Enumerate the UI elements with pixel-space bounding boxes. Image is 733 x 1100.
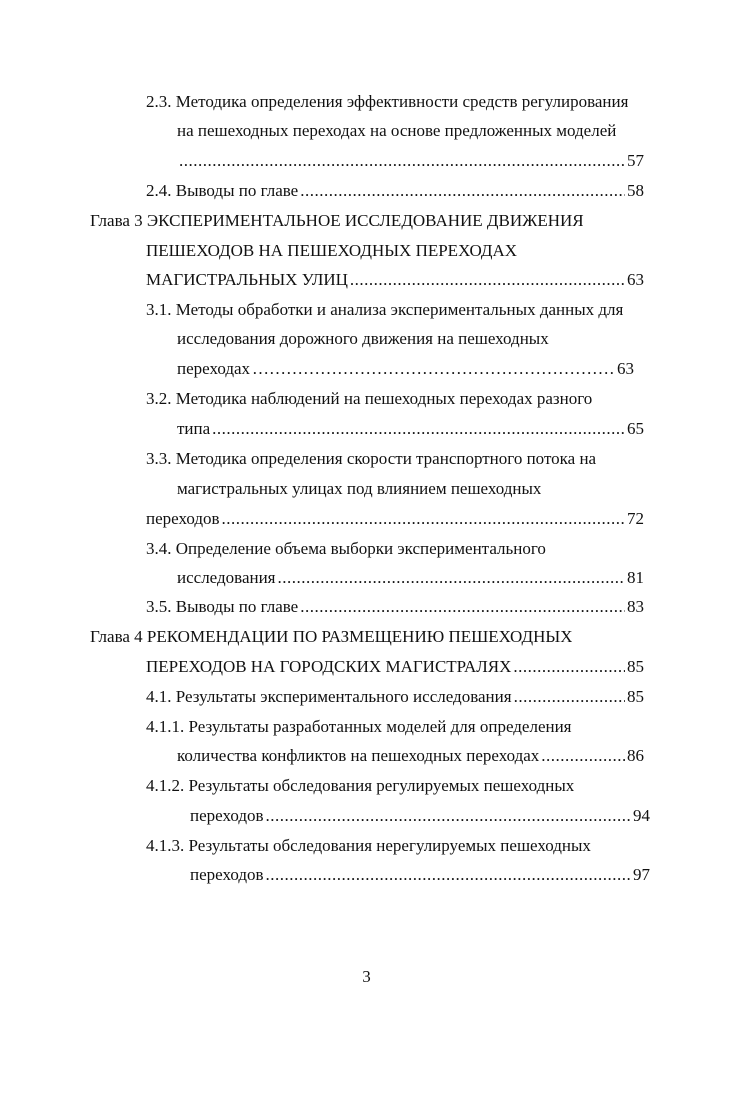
dot-leader bbox=[252, 358, 615, 380]
toc-page-number: 83 bbox=[627, 597, 644, 616]
toc-page-number: 97 bbox=[633, 865, 650, 884]
toc-page-number: 63 bbox=[617, 359, 634, 378]
toc-entry-title: переходах bbox=[177, 359, 251, 378]
toc-entry-title: МАГИСТРАЛЬНЫХ УЛИЦ bbox=[146, 270, 348, 289]
toc-entry-title: 3.5. Выводы по главе bbox=[146, 597, 299, 616]
toc-entry-title: 2.4. Выводы по главе bbox=[146, 181, 299, 200]
toc-entry-4-1-3-line2[interactable] bbox=[190, 864, 650, 886]
toc-entry-title: типа bbox=[177, 419, 211, 438]
toc-entry-3-3-line2: магистральных улицах под влиянием пешеходных bbox=[177, 479, 542, 498]
toc-entry-3-4-line1: 3.4. Определение объема выборки экспериментального bbox=[146, 539, 546, 558]
dot-leader bbox=[513, 656, 625, 678]
dot-leader bbox=[541, 745, 625, 767]
toc-entry-3-1-line3[interactable] bbox=[177, 358, 634, 380]
toc-entry-title: 4.1. Результаты экспериментального исследования bbox=[146, 687, 512, 706]
toc-entry-title: ПЕРЕХОДОВ НА ГОРОДСКИХ МАГИСТРАЛЯХ bbox=[146, 657, 512, 676]
toc-chapter-3-line2: ПЕШЕХОДОВ НА ПЕШЕХОДНЫХ ПЕРЕХОДАХ bbox=[146, 241, 518, 260]
toc-entry-4-1-3-line1: 4.1.3. Результаты обследования нерегулируемых пешеходных bbox=[146, 836, 591, 855]
toc-page-number: 72 bbox=[627, 509, 644, 528]
toc-chapter-4-line1: Глава 4 РЕКОМЕНДАЦИИ ПО РАЗМЕЩЕНИЮ ПЕШЕХОДНЫХ bbox=[90, 627, 573, 646]
toc-chapter-3-line1: Глава 3 ЭКСПЕРИМЕНТАЛЬНОЕ ИССЛЕДОВАНИЕ ДВИЖЕНИЯ bbox=[90, 211, 584, 230]
toc-entry-4-1[interactable] bbox=[146, 686, 644, 708]
dot-leader bbox=[350, 269, 625, 291]
toc-entry-2-3-line2: на пешеходных переходах на основе предложенных моделей bbox=[177, 121, 617, 140]
toc-entry-3-2-line2[interactable] bbox=[177, 418, 644, 440]
dot-leader bbox=[300, 596, 625, 618]
toc-entry-3-3-line1: 3.3. Методика определения скорости транспортного потока на bbox=[146, 449, 597, 468]
dot-leader bbox=[266, 805, 631, 827]
toc-entry-title: исследования bbox=[177, 568, 276, 587]
toc-entry-4-1-2-line2[interactable] bbox=[190, 805, 650, 827]
dot-leader bbox=[179, 150, 625, 172]
dot-leader bbox=[514, 686, 625, 708]
toc-page-number: 85 bbox=[627, 687, 644, 706]
toc-entry-3-4-line2[interactable] bbox=[177, 567, 644, 589]
toc-entry-title: количества конфликтов на пешеходных переходах bbox=[177, 746, 540, 765]
toc-entry-3-2-line1: 3.2. Методика наблюдений на пешеходных переходах разного bbox=[146, 389, 593, 408]
toc-page-number: 94 bbox=[633, 806, 650, 825]
toc-entry-2-4[interactable] bbox=[146, 180, 644, 202]
toc-page-number: 85 bbox=[627, 657, 644, 676]
toc-page-number: 58 bbox=[627, 181, 644, 200]
toc-page-number: 63 bbox=[627, 270, 644, 289]
toc-entry-title: переходов bbox=[190, 806, 264, 825]
toc-page-number: 65 bbox=[627, 419, 644, 438]
dot-leader bbox=[212, 418, 625, 440]
toc-entry-2-3-leader-line[interactable] bbox=[177, 150, 644, 172]
dot-leader bbox=[300, 180, 625, 202]
dot-leader bbox=[266, 864, 631, 886]
toc-chapter-4-line2[interactable] bbox=[146, 656, 644, 678]
toc-entry-4-1-2-line1: 4.1.2. Результаты обследования регулируемых пешеходных bbox=[146, 776, 575, 795]
toc-entry-4-1-1-line2[interactable] bbox=[177, 745, 644, 767]
toc-page-number: 86 bbox=[627, 746, 644, 765]
toc-page-number: 57 bbox=[627, 151, 644, 170]
toc-entry-title: переходов bbox=[190, 865, 264, 884]
toc-entry-3-3-line3[interactable] bbox=[146, 508, 644, 530]
toc-page-number: 81 bbox=[627, 568, 644, 587]
toc-entry-2-3-line1: 2.3. Методика определения эффективности средств регулирования bbox=[146, 92, 629, 111]
dot-leader bbox=[222, 508, 625, 530]
dot-leader bbox=[278, 567, 625, 589]
toc-entry-title: переходов bbox=[146, 509, 220, 528]
toc-entry-3-1-line1: 3.1. Методы обработки и анализа экспериментальных данных для bbox=[146, 300, 624, 319]
toc-entry-3-5[interactable] bbox=[146, 596, 644, 618]
page-number: 3 bbox=[362, 967, 371, 986]
toc-entry-3-1-line2: исследования дорожного движения на пешеходных bbox=[177, 329, 549, 348]
toc-chapter-3-line3[interactable] bbox=[146, 269, 644, 291]
toc-entry-4-1-1-line1: 4.1.1. Результаты разработанных моделей для определения bbox=[146, 717, 572, 736]
